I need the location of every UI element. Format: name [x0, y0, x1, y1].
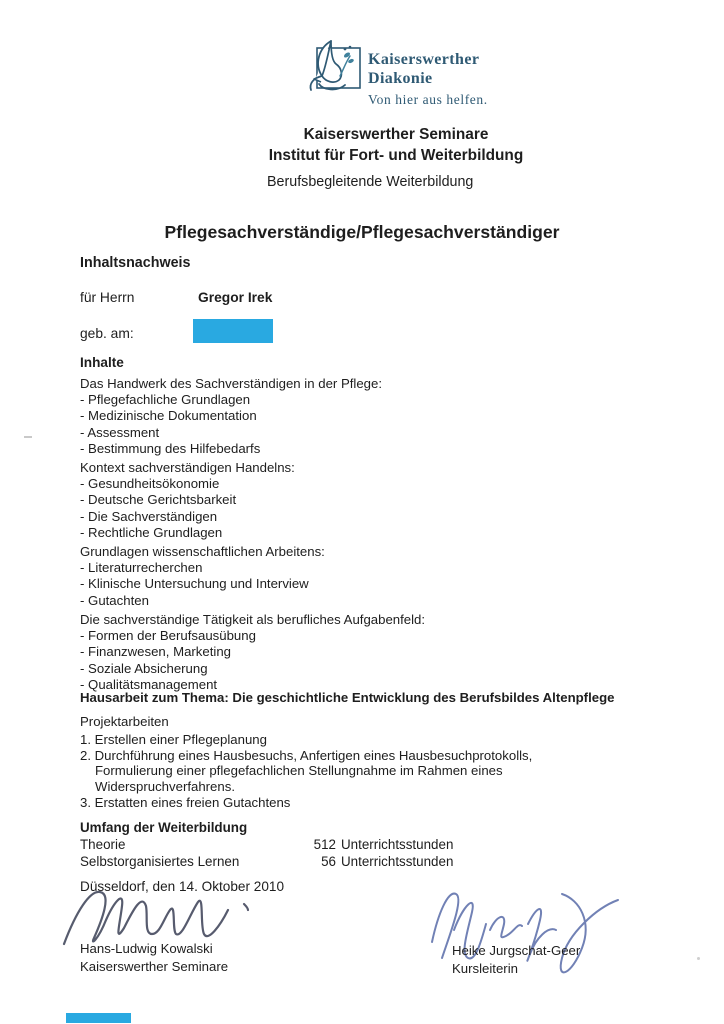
signer-left-org: Kaiserswerther Seminare [80, 959, 229, 974]
signer-right-name: Heike Jurgschat-Geer [452, 943, 581, 958]
section-label: Inhaltsnachweis [80, 255, 191, 271]
content-item: - Assessment [80, 424, 160, 440]
content-block-title: Das Handwerk des Sachverständigen in der Pflege: [80, 376, 383, 391]
bottom-redaction-bar [66, 1013, 131, 1023]
umfang-label: Theorie [80, 837, 126, 852]
signer-right-role: Kursleiterin [452, 961, 518, 976]
institute-header [34, 125, 724, 166]
content-item: - Literaturrecherchen [80, 560, 203, 576]
content-item: - Finanzwesen, Marketing [80, 644, 231, 660]
institute-header-line1: Kaiserswerther Seminare [303, 126, 489, 143]
umfang-table [80, 837, 500, 870]
content-item: - Die Sachverständigen [80, 508, 218, 524]
dob-label: geb. am: [80, 326, 134, 341]
umfang-unit: Unterrichtsstunden [341, 837, 454, 852]
content-block-title: Kontext sachverständigen Handelns: [80, 460, 295, 475]
projekt-line: Formulierung einer pflegefachlichen Stellungnahme im Rahmen eines [95, 763, 503, 779]
institute-header-line2: Institut für Fort- und Weiterbildung [268, 146, 524, 164]
content-item: - Klinische Untersuchung und Interview [80, 576, 309, 592]
hausarbeit-line: Hausarbeit zum Thema: Die geschichtliche Entwicklung des Berufsbildes Altenpflege [80, 690, 615, 705]
recipient-name: Gregor Irek [198, 290, 273, 305]
content-item: - Soziale Absicherung [80, 660, 208, 676]
program-subtitle: Berufsbegleitende Weiterbildung [267, 174, 474, 190]
projekt-line: 3. Erstatten eines freien Gutachtens [80, 794, 291, 810]
umfang-row [80, 854, 500, 871]
umfang-hours: 56 [321, 853, 336, 869]
content-block [80, 376, 620, 457]
recipient-for-label: für Herrn [80, 290, 135, 305]
content-block [80, 460, 620, 541]
projekt-line: 1. Erstellen einer Pflegeplanung [80, 732, 267, 747]
umfang-heading: Umfang der Weiterbildung [80, 820, 248, 835]
diakonie-dove-logo-icon [298, 38, 364, 100]
brand-line2: Diakonie [368, 70, 433, 87]
umfang-hours: 512 [313, 837, 336, 852]
content-block-title: Grundlagen wissenschaftlichen Arbeitens: [80, 544, 325, 559]
projekt-list [80, 732, 640, 811]
content-item: - Deutsche Gerichtsbarkeit [80, 492, 237, 508]
content-item: - Qualitätsmanagement [80, 676, 218, 692]
contents-heading: Inhalte [80, 355, 124, 370]
scan-artifact-dot [697, 957, 700, 960]
signer-left-name: Hans-Ludwig Kowalski [80, 941, 213, 956]
content-block-title: Die sachverständige Tätigkeit als berufliches Aufgabenfeld: [80, 612, 426, 627]
content-block [80, 544, 620, 609]
brand-line1: Kaiserswerther [368, 51, 480, 68]
content-item: - Gutachten [80, 592, 149, 608]
date-line: Düsseldorf, den 14. Oktober 2010 [80, 879, 285, 894]
projekt-line: 2. Durchführung eines Hausbesuchs, Anfertigen eines Hausbesuchprotokolls, [80, 747, 533, 763]
umfang-label: Selbstorganisiertes Lernen [80, 853, 240, 869]
content-item: - Pflegefachliche Grundlagen [80, 392, 251, 408]
umfang-row [80, 837, 500, 854]
dob-redaction-bar [193, 319, 273, 343]
content-item: - Medizinische Dokumentation [80, 408, 257, 424]
content-item: - Formen der Berufsausübung [80, 628, 256, 644]
content-item: - Bestimmung des Hilfebedarfs [80, 440, 261, 456]
projekt-heading: Projektarbeiten [80, 714, 169, 729]
document-title: Pflegesachverständige/Pflegesachverständiger [164, 222, 560, 242]
content-item: - Rechtliche Grundlagen [80, 524, 223, 540]
projekt-line: Widerspruchverfahrens. [95, 779, 235, 795]
content-block [80, 612, 620, 693]
content-item: - Gesundheitsökonomie [80, 476, 220, 492]
scan-artifact-dash [24, 436, 32, 438]
brand-name [368, 50, 479, 88]
brand-tagline: Von hier aus helfen. [368, 92, 488, 107]
umfang-unit: Unterrichtsstunden [341, 853, 454, 869]
